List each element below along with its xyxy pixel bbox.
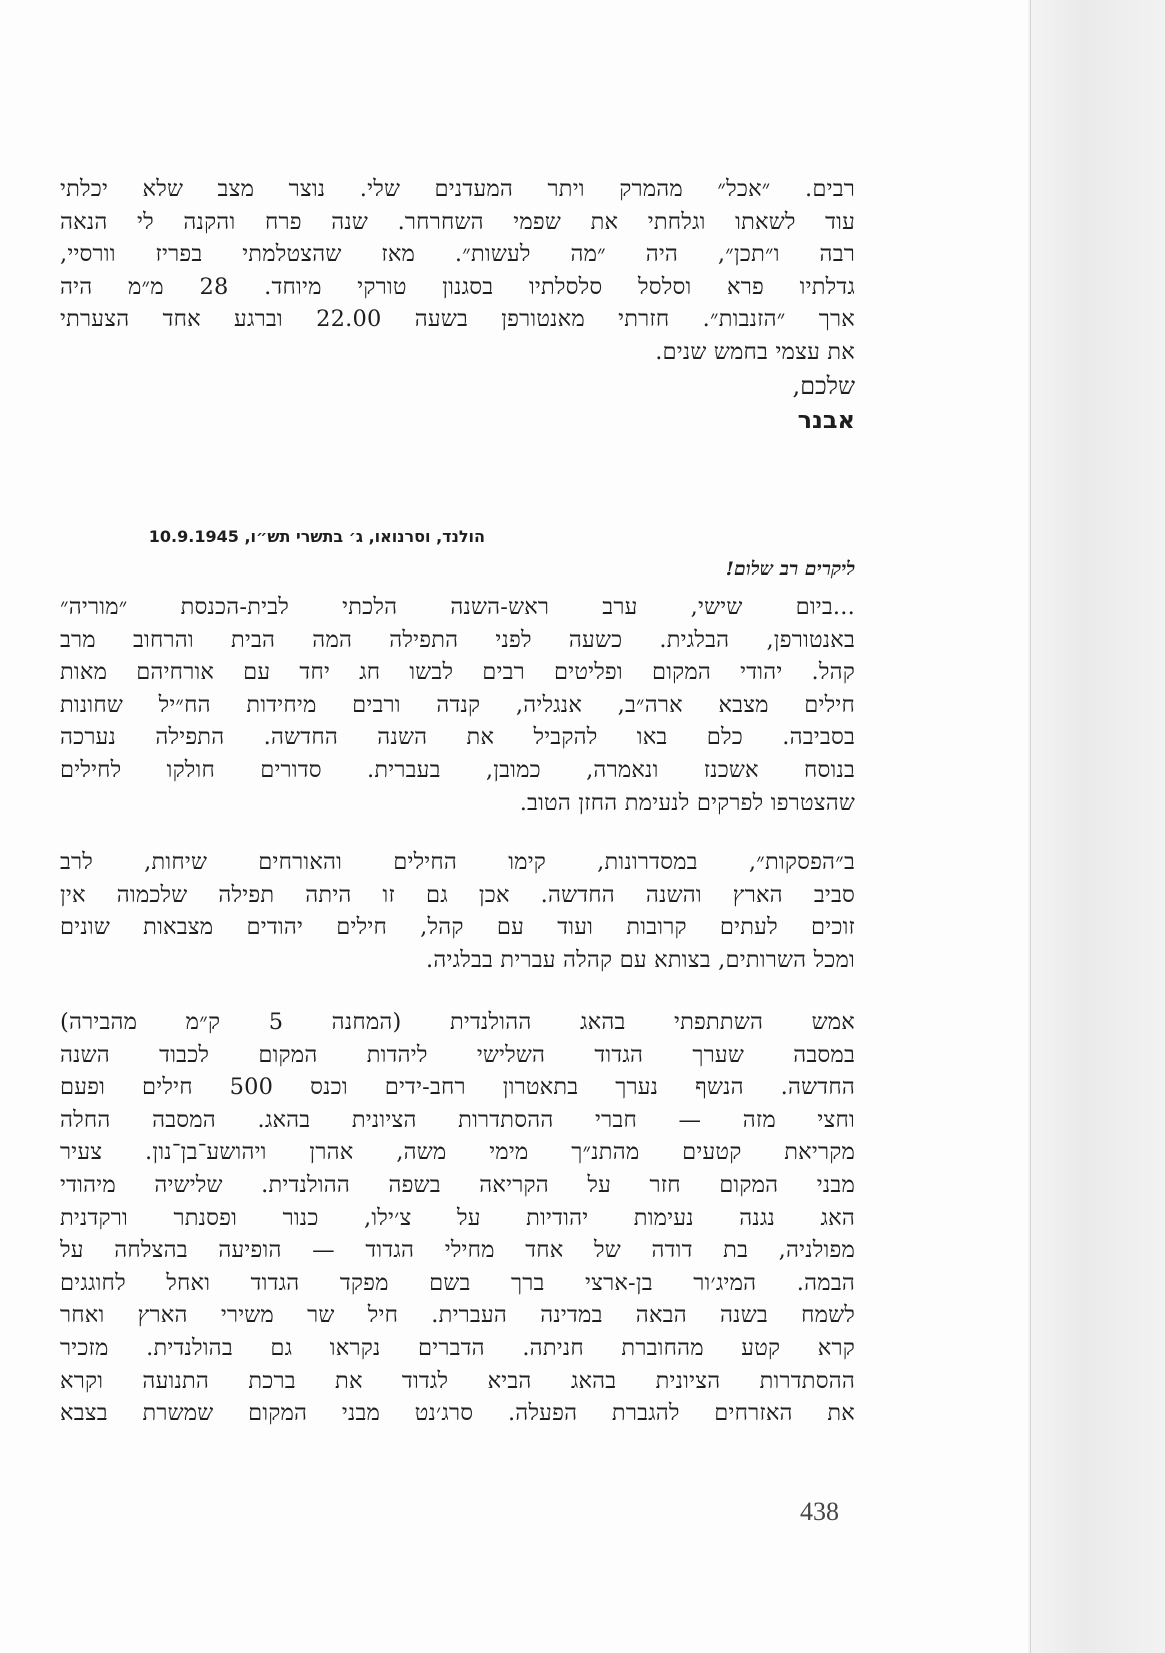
text-line: ...ביום שישי, ערב ראש-השנה הלכתי לבית-הכנסת ״מוריה״ xyxy=(60,594,855,620)
text-line: רבים. ״אכל״ מהמרק ויתר המעדנים שלי. נוצר מצב שלא יכלתי xyxy=(60,176,855,202)
text-line: בנוסח אשכנז ונאמרה, כמובן, בעברית. סדורים חולקו לחילים xyxy=(60,756,855,783)
text-line: האג נגנה נעימות יהודיות על צ׳ילו, כנור ופסנתר ורקדנית xyxy=(60,1204,855,1231)
gutter-edge xyxy=(1030,0,1031,1653)
text-line: אמש השתתפתי בהאג ההולנדית (המחנה 5 ק״מ מהבירה) xyxy=(60,1009,855,1035)
text-line: גדלתיו פרא וסלסל סלסלתיו בסגנון טורקי מיוחד. 28 מ״מ היה xyxy=(60,273,855,300)
text-line: במסבה שערך הגדוד השלישי ליהדות המקום לכבוד השנה xyxy=(60,1041,855,1068)
text-line: לשמח בשנה הבאה במדינה העברית. חיל שר משירי הארץ ואחר xyxy=(60,1302,855,1329)
letter-salutation: ליקרים רב שלום! xyxy=(725,558,855,580)
letter-closing: שלכם, xyxy=(792,371,855,400)
text-line: שהצטרפו לפרקים לנעימת החזן הטוב. xyxy=(519,789,855,816)
text-line: קהל. יהודי המקום ופליטים רבים לבשו חג יחד עם אורחיהם מאות xyxy=(60,659,855,686)
text-line: החדשה. הנשף נערך בתאטרון רחב-ידים וכנס 500 חילים ופעם xyxy=(60,1074,855,1101)
text-line: מפולניה, בת דודה של אחד מחילי הגדוד — הופיעה בהצלחה על xyxy=(60,1237,855,1264)
text-line: בסביבה. כלם באו להקביל את השנה החדשה. התפילה נערכה xyxy=(60,724,855,751)
text-line: עוד לשאתו וגלחתי את שפמי השחרחר. שנה פרח והקנה לי הנאה xyxy=(60,208,855,235)
text-line: חילים מצבא ארה״ב, אנגליה, קנדה ורבים מיחידות הח״יל שחונות xyxy=(60,691,855,718)
page-number: 438 xyxy=(800,1497,839,1526)
text-line: זוכים לעתים קרובות ועוד עם קהל, חילים יהודים מצבאות שונים xyxy=(60,914,855,941)
letter-signature: אבנר xyxy=(797,405,855,434)
page-gutter xyxy=(1028,0,1165,1653)
letter1-body xyxy=(60,173,855,437)
letter2-paragraph-3 xyxy=(60,1006,855,1430)
text-line: ב״הפסקות״, במסדרונות, קימו החילים והאורחים שיחות, לרב xyxy=(60,849,855,875)
letter2-paragraph-1 xyxy=(60,591,855,819)
text-line: סביב הארץ והשנה החדשה. אכן גם זו היתה תפילה שלכמוה אין xyxy=(60,881,855,908)
letter-dateline: הולנד, וסרנואו, ג׳ בתשרי תש״ו, 10.9.1945 xyxy=(148,527,485,546)
text-line: את האזרחים להגברת הפעלה. סרג׳נט מבני המקום שמשרת בצבא xyxy=(60,1400,855,1427)
text-line: ההסתדרות הציונית בהאג הביא לגדוד את ברכת התנועה וקרא xyxy=(60,1367,855,1394)
text-line: הבמה. המיג׳ור בן-ארצי ברך בשם מפקד הגדוד ואחל לחוגגים xyxy=(60,1269,855,1296)
text-line: ומכל השרותים, בצותא עם קהלה עברית בבלגיה. xyxy=(426,946,855,973)
text-line: את עצמי בחמש שנים. xyxy=(655,338,855,365)
text-line: רבה ו״תכן״, היה ״מה לעשות״. מאז שהצטלמתי בפריז וורסיי, xyxy=(60,241,855,268)
text-line: מקריאת קטעים מהתנ״ך מימי משה, אהרן ויהושע־בן־נון. צעיר xyxy=(60,1139,855,1166)
text-line: וחצי מזה — חברי ההסתדרות הציונית בהאג. המסבה החלה xyxy=(60,1106,855,1133)
text-line: ארך ״הזנבות״. חזרתי מאנטורפן בשעה 22.00 וברגע אחד הצערתי xyxy=(60,306,855,333)
text-line: קרא קטע מהחוברת חניתה. הדברים נקראו גם בהולנדית. מזכיר xyxy=(60,1334,855,1361)
text-line: באנטורפן, הבלגית. כשעה לפני התפילה המה הבית והרחוב מרב xyxy=(60,626,855,653)
letter2-paragraph-2 xyxy=(60,846,855,976)
text-line: מבני המקום חזר על הקריאה בשפה ההולנדית. שלישיה מיהודי xyxy=(60,1171,855,1198)
